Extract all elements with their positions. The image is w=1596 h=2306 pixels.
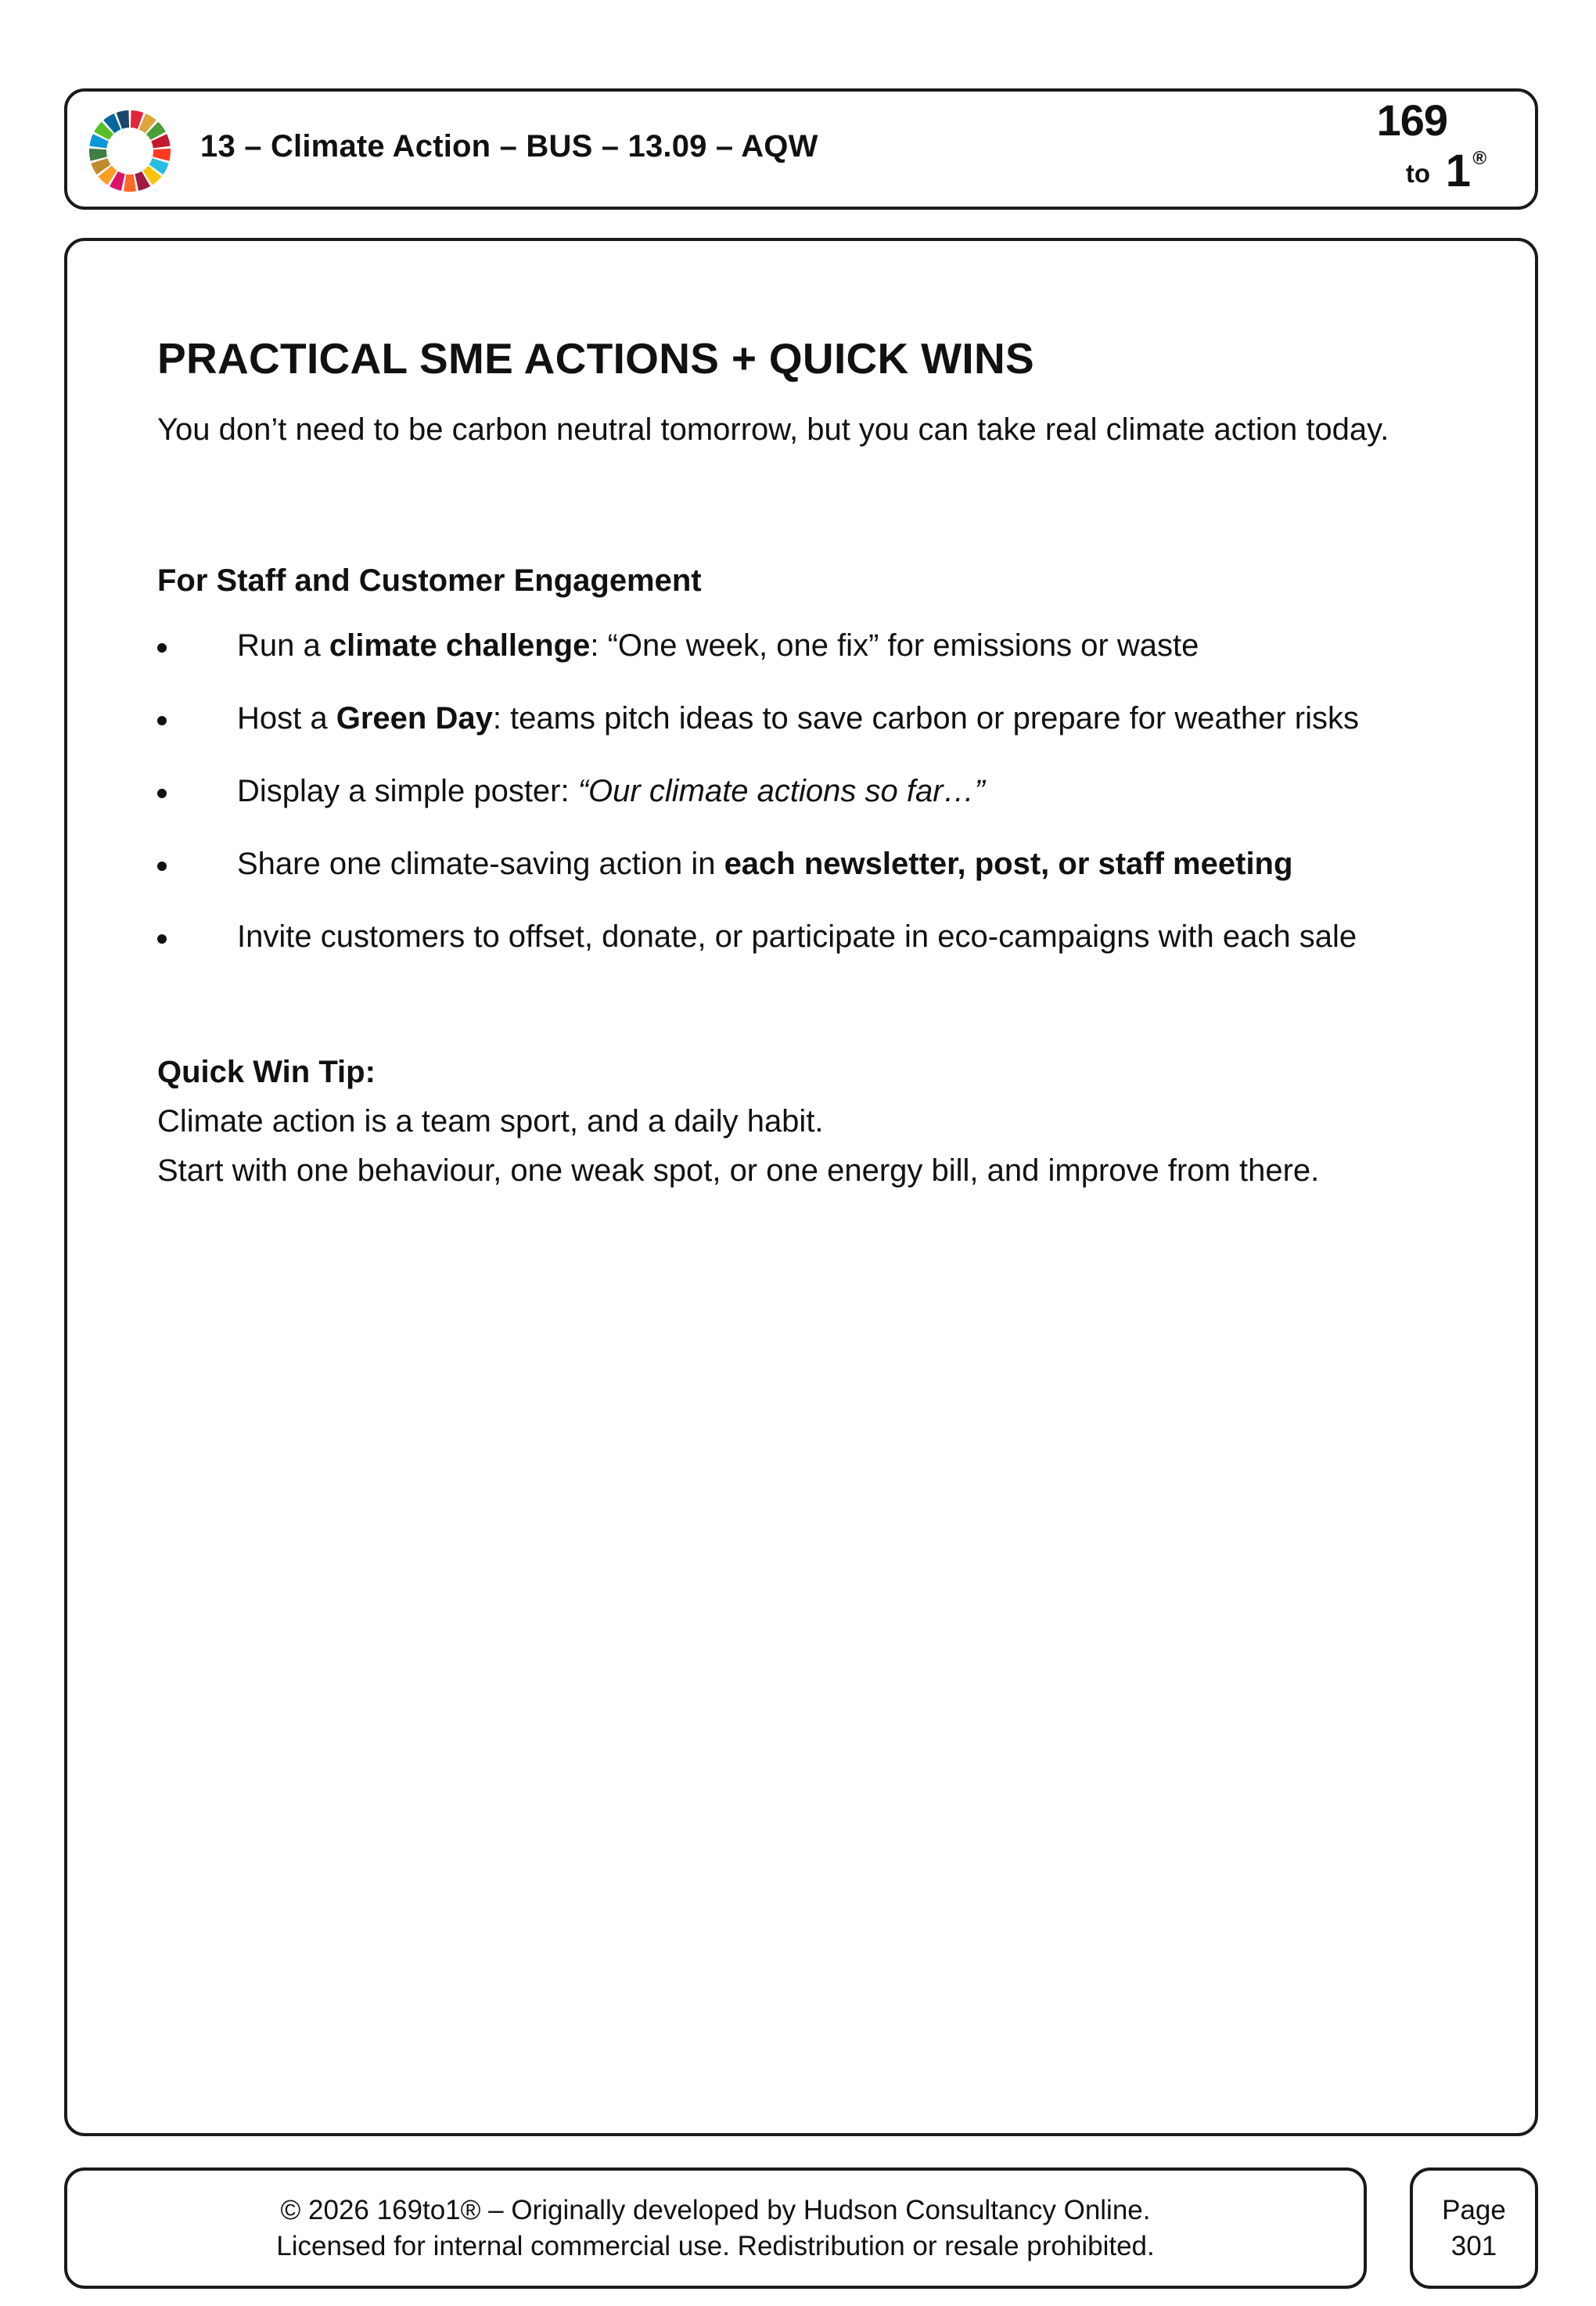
list-item (157, 694, 1440, 743)
bullet-icon (157, 716, 167, 725)
sdg-wheel-logo (88, 109, 172, 193)
action-list (157, 621, 1440, 962)
tip-line: Climate action is a team sport, and a daily habit. (157, 1104, 824, 1139)
brand-to: to (1405, 159, 1430, 188)
item-text: : “One week, one fix” for emissions or waste (590, 628, 1199, 663)
item-text: Share one climate-saving action in (237, 847, 724, 881)
tip-line: Start with one behaviour, one weak spot, or one energy bill, and improve from there. (157, 1153, 1320, 1188)
list-item (157, 767, 1440, 816)
bullet-icon (157, 862, 167, 871)
item-text: Display a simple poster: (237, 774, 578, 808)
list-item (157, 621, 1440, 671)
item-text: : teams pitch ideas to save carbon or prepare for weather risks (492, 701, 1360, 736)
item-text: Invite customers to offset, donate, or participate in eco-campaigns with each sale (237, 919, 1357, 954)
content-panel (64, 238, 1538, 2136)
header-bar (64, 88, 1538, 210)
section-heading: For Staff and Customer Engagement (157, 563, 702, 598)
copyright-line: © 2026 169to1® – Originally developed by Hudson Consultancy Online. (280, 2195, 1151, 2225)
bullet-icon (157, 643, 167, 653)
item-text: Run a (237, 628, 329, 663)
page-indicator (1410, 2167, 1538, 2289)
logo-segment (124, 174, 136, 192)
list-item (157, 912, 1440, 962)
brand-number: 169 (1376, 95, 1447, 145)
item-bold: climate challenge (329, 628, 591, 663)
bullet-icon (157, 934, 167, 944)
list-item (157, 840, 1440, 889)
tip-heading: Quick Win Tip: (157, 1055, 376, 1089)
page-title: PRACTICAL SME ACTIONS + QUICK WINS (157, 334, 1034, 383)
item-bold: Green Day (336, 701, 493, 736)
footer-copyright (64, 2167, 1367, 2289)
item-bold: each newsletter, post, or staff meeting (724, 847, 1293, 881)
license-line: Licensed for internal commercial use. Redistribution or resale prohibited. (276, 2231, 1155, 2261)
page-label: Page (1442, 2195, 1506, 2225)
intro-paragraph: You don’t need to be carbon neutral tomorrow, but you can take real climate action today. (157, 412, 1389, 447)
registered-mark: ® (1472, 148, 1486, 169)
bullet-icon (157, 789, 167, 798)
document-title: 13 – Climate Action – BUS – 13.09 – AQW (200, 129, 818, 164)
item-italic: “Our climate actions so far…” (577, 774, 985, 808)
page-number: 301 (1450, 2231, 1497, 2261)
item-text: Host a (237, 701, 336, 736)
brand-one: 1 (1445, 146, 1471, 196)
content-body (157, 333, 1440, 1196)
